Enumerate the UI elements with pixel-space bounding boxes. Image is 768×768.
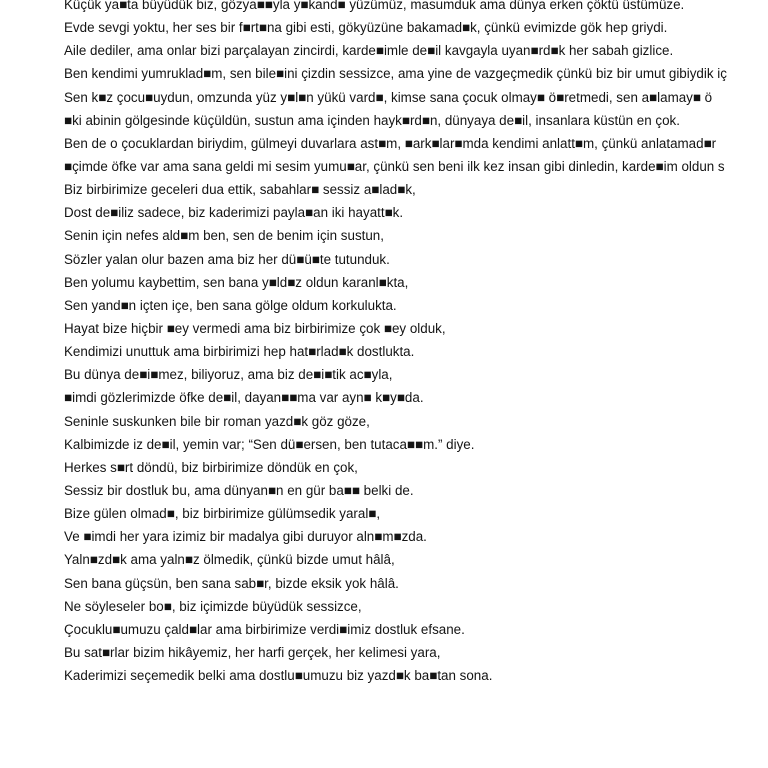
poem-line: Çocuklu■umuzu çald■lar ama birbirimize verdi■imiz dostluk efsane. — [64, 621, 465, 637]
poem-line: Aile dediler, ama onlar bizi parçalayan zincirdi, karde■imle de■il kavgayla uyan■rd■k her sabah gizlice. — [64, 43, 674, 59]
poem-line: Sen yand■n içten içe, ben sana gölge oldum korkulukta. — [64, 297, 397, 313]
poem-line: Hayat bize hiçbir ■ey vermedi ama biz birbirimize çok ■ey olduk, — [64, 320, 446, 336]
poem-line: Sessiz bir dostluk bu, ama dünyan■n en gür ba■■ belki de. — [64, 482, 414, 498]
poem-line: Sözler yalan olur bazen ama biz her dü■ü■te tutunduk. — [64, 251, 390, 267]
poem-line: ■çimde öfke var ama sana geldi mi sesim yumu■ar, çünkü sen beni ilk kez insan gibi dinledin, karde■im oldun s — [64, 158, 725, 174]
poem-line: Ne söyleseler bo■, biz içimizde büyüdük sessizce, — [64, 598, 362, 614]
poem-line: Bu sat■rlar bizim hikâyemiz, her harfi gerçek, her kelimesi yara, — [64, 644, 441, 660]
poem-line: Ben kendimi yumruklad■m, sen bile■ini çizdin sessizce, ama yine de vazgeçmedik çünkü biz bir umut gibiydik iç — [64, 66, 727, 82]
poem-line: Ben yolumu kaybettim, sen bana y■ld■z oldun karanl■kta, — [64, 274, 409, 290]
poem-line: Kaderimizi seçemedik belki ama dostlu■umuzu biz yazd■k ba■tan sona. — [64, 668, 493, 684]
poem-line: Bu dünya de■i■mez, biliyoruz, ama biz de■i■tik ac■yla, — [64, 367, 393, 383]
poem-line: Senin için nefes ald■m ben, sen de benim için sustun, — [64, 228, 384, 244]
poem-text — [64, 0, 768, 687]
poem-line: Yaln■zd■k ama yaln■z ölmedik, çünkü bizde umut hâlâ, — [64, 552, 395, 568]
poem-line: Ben de o çocuklardan biriydim, gülmeyi duvarlara ast■m, ■ark■lar■mda kendimi anlatt■m, çünkü anlatamad■r — [64, 135, 717, 151]
poem-line: ■ki abinin gölgesinde küçüldün, sustun ama içinden hayk■rd■n, dünyaya de■il, insanlara küstün en çok. — [64, 112, 680, 128]
poem-line: Kalbimizde iz de■il, yemin var; “Sen dü■ersen, ben tutaca■■m.” diye. — [64, 436, 475, 452]
poem-line: Seninle suskunken bile bir roman yazd■k göz göze, — [64, 413, 370, 429]
poem-line: Ve ■imdi her yara izimiz bir madalya gibi duruyor aln■m■zda. — [64, 529, 427, 545]
poem-line: Sen bana güçsün, ben sana sab■r, bizde eksik yok hâlâ. — [64, 575, 399, 591]
poem-line: Biz birbirimize geceleri dua ettik, sabahlar■ sessiz a■lad■k, — [64, 182, 416, 198]
poem-line: Kendimizi unuttuk ama birbirimizi hep hat■rlad■k dostlukta. — [64, 344, 415, 360]
poem-line: Dost de■iliz sadece, biz kaderimizi payla■an iki hayatt■k. — [64, 205, 404, 221]
poem-line: Evde sevgi yoktu, her ses bir f■rt■na gibi esti, gökyüzüne bakamad■k, çünkü evimizde gök hep griydi. — [64, 20, 668, 36]
poem-line: Küçük ya■ta büyüdük biz, gözya■■yla y■kand■ yüzümüz, masumduk ama dünya erken çöktü üstümüze. — [64, 0, 685, 12]
poem-line: Bize gülen olmad■, biz birbirimize gülümsedik yaral■, — [64, 506, 381, 522]
poem-line: Herkes s■rt döndü, biz birbirimize döndük en çok, — [64, 459, 358, 475]
poem-line: Sen k■z çocu■uydun, omzunda yüz y■l■n yükü vard■, kimse sana çocuk olmay■ ö■retmedi, sen a■lamay■ ö — [64, 89, 713, 105]
poem-line: ■imdi gözlerimizde öfke de■il, dayan■■ma var ayn■ k■y■da. — [64, 390, 424, 406]
